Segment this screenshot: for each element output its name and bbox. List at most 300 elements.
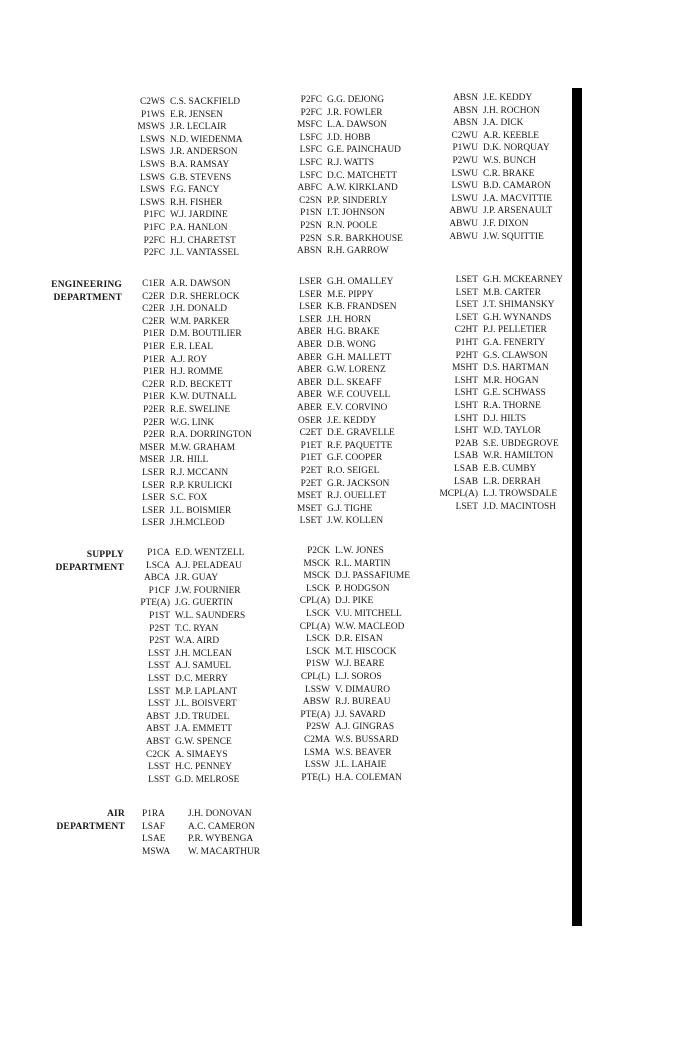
rank-abbreviation: ABFC: [297, 183, 322, 194]
roster-entry: [127, 749, 245, 762]
department-title-line: DEPARTMENT: [55, 563, 124, 573]
roster-entry: [432, 274, 563, 287]
member-name: H.J. CHARETST: [170, 235, 236, 246]
member-name: H.J. ROMME: [170, 367, 223, 378]
rank-abbreviation: CPL(L): [300, 671, 330, 682]
member-name: R.H. FISHER: [170, 197, 223, 208]
roster-entry: [127, 711, 245, 724]
rank-abbreviation: LSER: [142, 518, 165, 529]
rank-abbreviation: LSWS: [139, 197, 165, 208]
member-name: W.L. SAUNDERS: [175, 610, 246, 621]
member-name: R.J. MCCANN: [170, 467, 229, 478]
rank-abbreviation: ABSN: [452, 105, 478, 116]
roster-entry: [283, 314, 397, 327]
member-name: G.H. OMALLEY: [327, 277, 394, 287]
roster-entry: [124, 492, 252, 505]
member-name: D.M. BOUTILIER: [170, 329, 242, 340]
rank-abbreviation: LSWU: [451, 193, 478, 204]
rank-abbreviation: MSER: [139, 455, 165, 466]
member-name: D.J. HILTS: [483, 413, 527, 424]
rank-abbreviation: LSST: [148, 699, 170, 710]
member-name: J.L. LAHAIE: [335, 760, 387, 771]
roster-entry: [283, 415, 397, 428]
rank-abbreviation: LSER: [299, 302, 322, 313]
rank-abbreviation: ABSN: [452, 118, 478, 129]
rank-abbreviation: LSAB: [454, 451, 478, 462]
roster-entry: [127, 673, 245, 686]
roster-entry: [286, 721, 410, 734]
rank-abbreviation: P1ER: [143, 341, 165, 352]
rank-abbreviation: C2WS: [139, 97, 165, 107]
rank-abbreviation: LSFC: [299, 157, 322, 168]
roster-entry: [439, 117, 552, 130]
member-name: T.C. RYAN: [175, 623, 219, 634]
rank-abbreviation: P2HT: [455, 350, 478, 361]
member-name: D.S. HARTMAN: [483, 363, 549, 374]
rank-abbreviation: P2SW: [306, 722, 330, 733]
roster-entry: [286, 608, 410, 621]
member-name: E.R. JENSEN: [170, 109, 223, 120]
roster-entry: [286, 558, 410, 571]
rank-abbreviation: LSAB: [454, 476, 478, 487]
roster-entry: [124, 197, 242, 210]
roster-entry: [127, 560, 245, 573]
member-name: M.P. LAPLANT: [175, 686, 238, 697]
rank-abbreviation: ABER: [296, 352, 322, 363]
member-name: P.P. SINDERLY: [327, 195, 388, 206]
member-name: C.S. SACKFIELD: [170, 97, 241, 107]
roster-entry: [432, 413, 563, 426]
member-name: E.V. CORVINO: [327, 402, 388, 413]
member-name: R.H. GARROW: [327, 246, 389, 257]
member-name: R.P. KRULICKI: [170, 480, 233, 491]
member-name: J.R. HILL: [170, 455, 209, 466]
roster-entry: [124, 417, 252, 430]
rank-abbreviation: LSFC: [299, 132, 322, 143]
member-name: A.W. KIRKLAND: [327, 183, 398, 194]
rank-abbreviation: MSWA: [142, 846, 171, 857]
member-name: D.B. WONG: [327, 339, 377, 350]
roster-entry: [286, 734, 410, 747]
member-name: V.U. MITCHELL: [335, 608, 402, 619]
roster-entry: [124, 505, 252, 518]
roster-entry: [142, 808, 260, 821]
member-name: R.N. POOLE: [327, 220, 378, 231]
roster-entry: [127, 572, 245, 585]
roster-entry: [439, 231, 552, 244]
rank-abbreviation: LSST: [148, 661, 170, 672]
margin-bar: [572, 88, 582, 926]
rank-abbreviation: LSMA: [303, 747, 330, 758]
rank-abbreviation: LSHT: [454, 426, 478, 437]
member-name: J.R. ANDERSON: [170, 147, 238, 158]
rank-abbreviation: C2HT: [454, 325, 478, 336]
roster-entry: [283, 364, 397, 377]
roster-entry: [283, 276, 397, 289]
rank-abbreviation: ABWU: [449, 231, 478, 242]
member-name: D.R. EISAN: [335, 634, 383, 645]
member-name: W.S. BUSSARD: [335, 734, 399, 745]
rank-abbreviation: LSST: [148, 673, 170, 684]
member-name: L.J. SOROS: [335, 671, 382, 682]
rank-abbreviation: P2WU: [452, 155, 478, 166]
roster-entry: [432, 463, 563, 476]
roster-entry: [283, 144, 403, 157]
roster-entry: [283, 233, 403, 246]
roster-entry: [127, 774, 245, 787]
rank-abbreviation: LSWS: [139, 185, 165, 196]
member-name: J.H.MCLEOD: [170, 518, 225, 529]
rank-abbreviation: LSFC: [299, 145, 322, 156]
roster-entry: [283, 339, 397, 352]
member-name: R.D. BECKETT: [170, 379, 233, 390]
rank-abbreviation: ABST: [146, 724, 170, 735]
rank-abbreviation: P1RA: [142, 809, 165, 819]
roster-entry: [432, 324, 563, 337]
member-name: G.G. DEJONG: [327, 95, 385, 105]
roster-entry: [283, 402, 397, 415]
rank-abbreviation: LSHT: [454, 388, 478, 399]
member-name: N.D. WIEDENMA: [170, 134, 243, 145]
roster-entry: [283, 157, 403, 170]
member-name: A.J. GINGRAS: [335, 722, 395, 733]
rank-abbreviation: P1HT: [455, 337, 478, 348]
member-name: J.D. HOBB: [327, 132, 371, 143]
member-name: J.A. MACVITTIE: [483, 193, 553, 204]
rank-abbreviation: P2SN: [300, 233, 322, 244]
member-name: J.R. LECLAIR: [170, 122, 227, 133]
roster-entry: [127, 736, 245, 749]
member-name: J.E. KEDDY: [483, 93, 533, 103]
roster-entry: [283, 207, 403, 220]
member-name: H.G. BRAKE: [327, 327, 380, 338]
rank-abbreviation: P2FC: [143, 248, 165, 259]
rank-abbreviation: ABSW: [302, 697, 330, 708]
rank-abbreviation: MSET: [296, 503, 322, 514]
rank-abbreviation: C2ER: [142, 291, 165, 302]
rank-abbreviation: P2ST: [149, 623, 170, 634]
member-name: C.R. BRAKE: [483, 168, 535, 179]
roster-entry: [283, 301, 397, 314]
member-name: A.C. CAMERON: [188, 821, 255, 832]
department-title-line: AIR: [106, 809, 125, 819]
rank-abbreviation: P1FC: [143, 222, 165, 233]
roster-entry: [124, 354, 252, 367]
member-name: R.L. MARTIN: [335, 558, 391, 569]
rank-abbreviation: C2SN: [299, 195, 322, 206]
member-name: J.T. SHIMANSKY: [483, 300, 555, 311]
roster-entry: [283, 119, 403, 132]
roster-entry: [127, 635, 245, 648]
roster-entry: [432, 488, 563, 501]
rank-abbreviation: P1CA: [147, 548, 170, 558]
roster-entry: [286, 709, 410, 722]
rank-abbreviation: LSSW: [304, 684, 330, 695]
rank-abbreviation: ABCA: [143, 573, 170, 584]
rank-abbreviation: LSER: [299, 314, 322, 325]
rank-abbreviation: ABER: [296, 402, 322, 413]
air-column-1: [142, 808, 260, 858]
member-name: J.R. GUAY: [175, 573, 219, 584]
roster-entry: [283, 220, 403, 233]
roster-entry: [124, 517, 252, 530]
supply-department-title: [40, 549, 124, 575]
member-name: H.C. PENNEY: [175, 762, 233, 773]
member-name: V. DIMAURO: [335, 684, 391, 695]
roster-entry: [124, 480, 252, 493]
roster-entry: [142, 833, 260, 846]
rank-abbreviation: OSER: [298, 415, 322, 426]
rank-abbreviation: LSWU: [451, 168, 478, 179]
rank-abbreviation: LSAE: [142, 834, 166, 845]
member-name: J.L. VANTASSEL: [170, 248, 239, 259]
roster-entry: [283, 352, 397, 365]
rank-abbreviation: LSST: [148, 648, 170, 659]
rank-abbreviation: C2ET: [299, 428, 322, 439]
member-name: J.H. HORN: [327, 314, 372, 325]
member-name: R.A. DORRINGTON: [170, 430, 252, 441]
roster-entry: [127, 660, 245, 673]
member-name: S.C. FOX: [170, 493, 208, 504]
member-name: M.E. PIPPY: [327, 289, 374, 300]
member-name: D.J. PIKE: [335, 596, 374, 607]
department-title-line: SUPPLY: [86, 550, 124, 560]
roster-entry: [127, 686, 245, 699]
rank-abbreviation: P2FC: [143, 235, 165, 246]
member-name: R.E. SWELINE: [170, 404, 231, 415]
roster-entry: [432, 312, 563, 325]
roster-entry: [439, 180, 552, 193]
member-name: E.B. CUMBY: [483, 463, 537, 474]
roster-entry: [124, 96, 242, 109]
rank-abbreviation: ABSN: [452, 93, 478, 103]
roster-entry: [127, 547, 245, 560]
roster-entry: [283, 427, 397, 440]
roster-entry: [127, 761, 245, 774]
member-name: J.A. DICK: [483, 118, 524, 129]
rank-abbreviation: P2ER: [143, 417, 165, 428]
rank-abbreviation: LSWU: [451, 181, 478, 192]
roster-entry: [439, 168, 552, 181]
roster-entry: [124, 184, 242, 197]
member-name: J.H. ROCHON: [483, 105, 541, 116]
member-name: G.W. LORENZ: [327, 365, 386, 376]
rank-abbreviation: MSET: [296, 491, 322, 502]
roster-entry: [283, 490, 397, 503]
member-name: M.W. GRAHAM: [170, 442, 236, 453]
department-title-line: DEPARTMENT: [53, 293, 122, 303]
member-name: W.J. BEARE: [335, 659, 385, 670]
roster-entry: [439, 155, 552, 168]
roster-entry: [286, 759, 410, 772]
roster-entry: [283, 195, 403, 208]
roster-entry: [286, 621, 410, 634]
rank-abbreviation: PTE(L): [301, 772, 330, 783]
roster-entry: [432, 362, 563, 375]
rank-abbreviation: LSER: [299, 277, 322, 287]
roster-entry: [127, 648, 245, 661]
rank-abbreviation: P1WS: [141, 109, 165, 120]
rank-abbreviation: P2ET: [300, 478, 322, 489]
rank-abbreviation: P1CF: [148, 585, 170, 596]
roster-entry: [283, 503, 397, 516]
member-name: J.L. BOISVERT: [175, 699, 237, 710]
rank-abbreviation: MSER: [139, 442, 165, 453]
roster-entry: [127, 597, 245, 610]
rank-abbreviation: MSFC: [296, 120, 322, 131]
rank-abbreviation: LSER: [299, 289, 322, 300]
member-name: G.E. SCHWASS: [483, 388, 546, 399]
roster-entry: [124, 121, 242, 134]
roster-entry: [439, 193, 552, 206]
roster-entry: [286, 583, 410, 596]
roster-entry: [432, 375, 563, 388]
rank-abbreviation: LSET: [455, 312, 478, 323]
member-name: P.R. WYBENGA: [188, 834, 254, 845]
roster-entry: [127, 623, 245, 636]
roster-entry: [286, 545, 410, 558]
rank-abbreviation: LSAB: [454, 463, 478, 474]
roster-entry: [283, 107, 403, 120]
rank-abbreviation: ABER: [296, 390, 322, 401]
rank-abbreviation: ABER: [296, 339, 322, 350]
member-name: S.R. BARKHOUSE: [327, 233, 403, 244]
roster-entry: [432, 387, 563, 400]
member-name: R.J. WATTS: [327, 157, 374, 168]
rank-abbreviation: P1ST: [149, 610, 170, 621]
supply-column-2: [286, 545, 410, 784]
member-name: G.W. SPENCE: [175, 736, 232, 747]
member-name: W.S. BUNCH: [483, 155, 537, 166]
rank-abbreviation: C2ER: [142, 316, 165, 327]
rank-abbreviation: LSST: [148, 762, 170, 773]
rank-abbreviation: C2ER: [142, 304, 165, 315]
roster-entry: [286, 658, 410, 671]
rank-abbreviation: C1ER: [142, 279, 165, 289]
roster-entry: [283, 515, 397, 528]
member-name: K.W. DUTNALL: [170, 392, 237, 403]
member-name: A.J. ROY: [170, 354, 208, 365]
rank-abbreviation: LSCK: [306, 608, 330, 619]
member-name: P. HODGSON: [335, 583, 390, 594]
member-name: D.L. SKEAFF: [327, 377, 382, 388]
rank-abbreviation: P1ER: [143, 392, 165, 403]
member-name: J.W. SQUITTIE: [483, 231, 544, 242]
rank-abbreviation: P1ER: [143, 329, 165, 340]
roster-entry: [283, 182, 403, 195]
roster-entry: [124, 146, 242, 159]
member-name: G.S. CLAWSON: [483, 350, 548, 361]
member-name: L.W. JONES: [335, 546, 384, 556]
roster-entry: [286, 684, 410, 697]
roster-entry: [283, 245, 403, 258]
member-name: M.B. CARTER: [483, 287, 542, 298]
rank-abbreviation: CPL(A): [299, 621, 330, 632]
member-name: L.A. DAWSON: [327, 120, 387, 131]
member-name: G.R. JACKSON: [327, 478, 390, 489]
roster-entry: [286, 696, 410, 709]
roster-entry: [124, 429, 252, 442]
member-name: A. SIMAEYS: [175, 749, 228, 760]
member-name: W.S. BEAVER: [335, 747, 392, 758]
roster-entry: [124, 235, 242, 248]
roster-entry: [124, 303, 252, 316]
roster-entry: [124, 159, 242, 172]
member-name: J.A. EMMETT: [175, 724, 233, 735]
member-name: R.F. PAQUETTE: [327, 440, 393, 451]
member-name: J.W. KOLLEN: [327, 516, 384, 527]
roster-entry: [432, 425, 563, 438]
rank-abbreviation: P1ER: [143, 354, 165, 365]
member-name: F.G. FANCY: [170, 185, 220, 196]
member-name: D.E. GRAVELLE: [327, 428, 395, 439]
roster-entry: [127, 723, 245, 736]
rank-abbreviation: LSCK: [306, 583, 330, 594]
member-name: G.D. MELROSE: [175, 774, 240, 785]
member-name: W.D. TAYLOR: [483, 426, 542, 437]
rank-abbreviation: P1WU: [452, 143, 478, 154]
roster-entry: [286, 772, 410, 785]
rank-abbreviation: C2MA: [303, 734, 330, 745]
member-name: J.F. DIXON: [483, 218, 529, 229]
roster-entry: [439, 142, 552, 155]
rank-abbreviation: LSET: [455, 300, 478, 311]
member-name: J.J. SAVARD: [335, 709, 386, 720]
member-name: W.R. HAMILTON: [483, 451, 554, 462]
rank-abbreviation: MCPL(A): [439, 489, 478, 500]
rank-abbreviation: P2FC: [300, 107, 322, 118]
engineering-department-title: [40, 279, 122, 305]
roster-entry: [432, 350, 563, 363]
rank-abbreviation: P2ET: [300, 465, 322, 476]
member-name: K.B. FRANDSEN: [327, 302, 397, 313]
member-name: W.W. MACLEOD: [335, 621, 405, 632]
member-name: R.A. THORNE: [483, 400, 541, 411]
member-name: W.J. JARDINE: [170, 210, 228, 221]
member-name: H.A. COLEMAN: [335, 772, 402, 783]
roster-entry: [124, 109, 242, 122]
member-name: G.A. FENERTY: [483, 337, 546, 348]
member-name: J.E. KEDDY: [327, 415, 377, 426]
deck-column-2: [283, 94, 403, 258]
rank-abbreviation: LSET: [455, 287, 478, 298]
rank-abbreviation: ABSN: [296, 246, 322, 257]
member-name: D.C. MATCHETT: [327, 170, 398, 181]
rank-abbreviation: P2ER: [143, 404, 165, 415]
rank-abbreviation: LSWS: [139, 134, 165, 145]
roster-entry: [439, 105, 552, 118]
member-name: A.R. DAWSON: [170, 279, 231, 289]
rank-abbreviation: P1ET: [300, 440, 322, 451]
roster-entry: [432, 299, 563, 312]
rank-abbreviation: ABWU: [449, 206, 478, 217]
rank-abbreviation: LSET: [299, 516, 322, 527]
roster-entry: [124, 467, 252, 480]
member-name: G.B. STEVENS: [170, 172, 232, 183]
roster-entry: [124, 379, 252, 392]
member-name: J.H. MCLEAN: [175, 648, 233, 659]
rank-abbreviation: LSET: [455, 275, 478, 285]
roster-entry: [142, 846, 260, 859]
rank-abbreviation: LSER: [142, 467, 165, 478]
rank-abbreviation: P1SW: [306, 659, 330, 670]
member-name: E.D. WENTZELL: [175, 548, 245, 558]
roster-entry: [439, 130, 552, 143]
deck-column-1: [124, 96, 242, 260]
deck-column-3: [439, 92, 552, 243]
member-name: J.R. FOWLER: [327, 107, 383, 118]
rank-abbreviation: LSFC: [299, 170, 322, 181]
